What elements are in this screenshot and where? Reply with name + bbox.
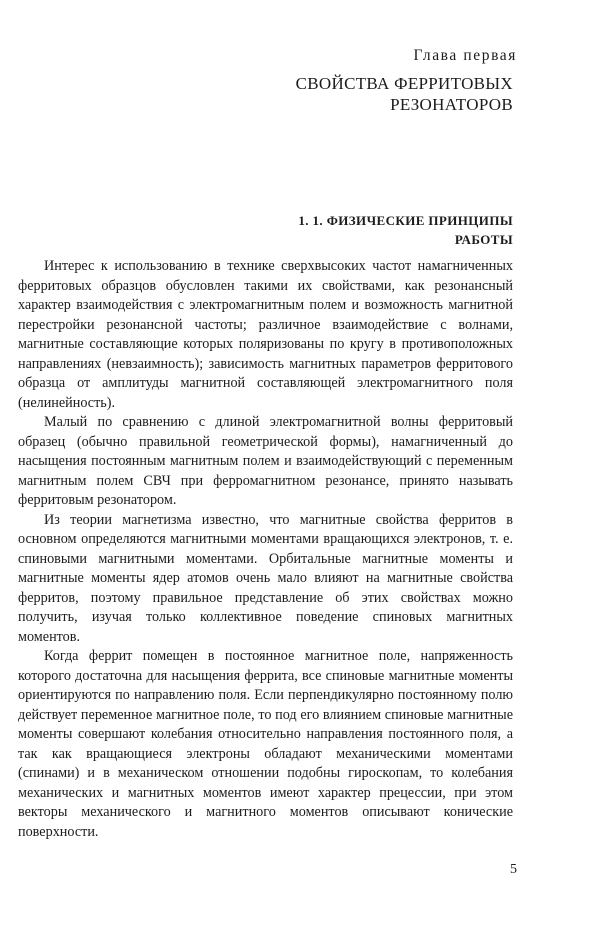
paragraph: Интерес к использованию в технике сверхвысоких частот намагниченных ферритовых образцов обусловлен такими их свойствами, как резонансный характер взаимодействия с электромагнитным полем и возможность магнитной перестройки резонансной частоты; различное взаимодействие с волнами, магнитные составляющие которых поляризованы по кругу в противоположных направлениях (невзаимность); зависимость магнитных параметров ферритового образца от амплитуды магнитной составляющей электромагнитного поля (нелинейность). bbox=[18, 258, 513, 411]
section-heading-line: 1. 1. ФИЗИЧЕСКИЕ ПРИНЦИПЫ bbox=[298, 213, 513, 228]
paragraph: Из теории магнетизма известно, что магнитные свойства ферритов в основном определяются магнитными моментами вращающихся электронов, т. е. спиновыми магнитными моментами. Орбитальные магнитные моменты и магнитные моменты ядер атомов очень мало влияют на магнитные свойства ферритов, поэтому правильное представление об этих свойствах можно получить, изучая только коллективное поведение спиновых магнитных моментов. bbox=[18, 511, 513, 645]
body-text bbox=[18, 257, 513, 842]
chapter-title bbox=[296, 73, 513, 115]
page-number: 5 bbox=[510, 862, 517, 877]
chapter-title-line: РЕЗОНАТОРОВ bbox=[390, 95, 513, 114]
chapter-label: Глава первая bbox=[413, 47, 517, 64]
chapter-title-line: СВОЙСТВА ФЕРРИТОВЫХ bbox=[295, 74, 513, 93]
paragraph: Малый по сравнению с длиной электромагнитной волны ферритовый образец (обычно правильной геометрической формы), намагниченный до насыщения постоянным магнитным полем и взаимодействующий с переменным магнитным полем СВЧ при ферромагнитном резонансе, принято называть ферритовым резонатором. bbox=[18, 414, 513, 508]
paragraph: Когда феррит помещен в постоянное магнитное поле, напряженность которого достаточна для насыщения феррита, все спиновые магнитные моменты ориентируются по направлению поля. Если перпендикулярно постоянному полю действует переменное магнитное поле, то под его влиянием спиновые магнитные моменты совершают колебания относительно направления постоянного поля, а так как вращающиеся электроны обладают механическими моментами (спинами) и в механическом отношении подобны гироскопам, то колебания механических и магнитных моментов имеют характер прецессии, при этом векторы механического и магнитного моментов описывают конические поверхности. bbox=[18, 648, 513, 840]
section-heading bbox=[298, 211, 513, 249]
section-heading-line: РАБОТЫ bbox=[454, 232, 513, 247]
